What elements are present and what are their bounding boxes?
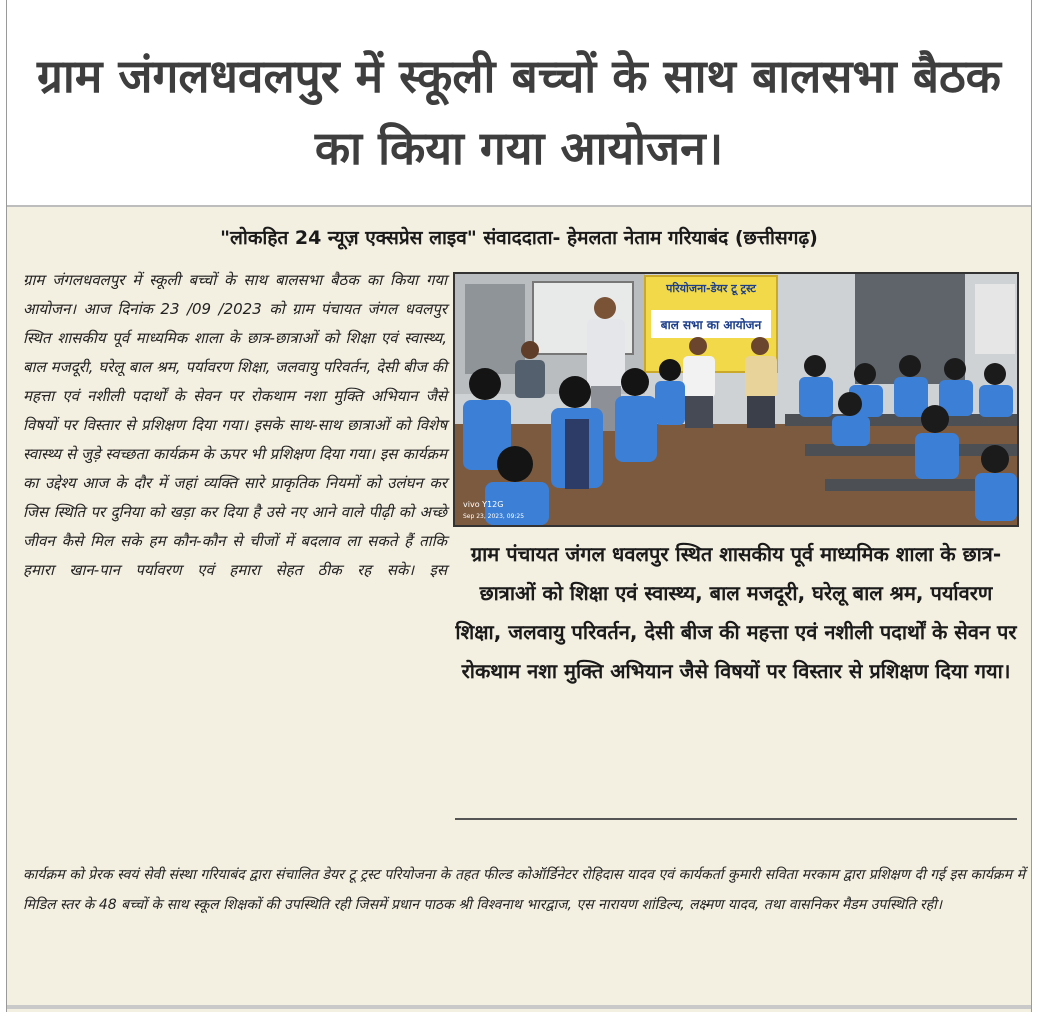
newspaper-page xyxy=(6,0,1032,1012)
banner-line1: परियोजना-डेयर टू ट्रस्ट xyxy=(666,282,756,295)
caption-divider xyxy=(455,818,1017,820)
page-bottom-rule xyxy=(7,1005,1031,1009)
byline: "लोकहित 24 न्यूज़ एक्सप्रेस लाइव" संवाददाता- हेमलता नेताम गरियाबंद (छत्तीसगढ़) xyxy=(220,227,818,249)
photo-caption: ग्राम पंचायत जंगल धवलपुर स्थित शासकीय पूर्व माध्यमिक शाला के छात्र-छात्राओं को शिक्षा एवं स्वास्थ्य, बाल मजदूरी, घरेलू बाल श्रम, पर्यावरण शिक्षा, जलवायु परिवर्तन, देसी बीज की महत्ता एवं नशीली पदार्थों के सेवन पर रोकथाम नशा मुक्ति अभियान जैसे विषयों पर विस्तार से प्रशिक्षण दिया गया। xyxy=(455,542,1017,683)
banner-line2: बाल सभा का आयोजन xyxy=(660,318,762,332)
event-photo xyxy=(453,272,1019,527)
article-body-column: ग्राम जंगलधवलपुर में स्कूली बच्चों के साथ बालसभा बैठक का किया गया आयोजन। आज दिनांक 23 /09 /2023 को ग्राम पंचायत जंगल धवलपुर स्थित शासकीय पूर्व माध्यमिक शाला के छात्र-छात्राओं को शिक्षा एवं स्वास्थ्य, बाल मजदूरी, घरेलू बाल श्रम, पर्यावरण शिक्षा, जलवायु परिवर्तन, देसी बीज की महत्ता एवं नशीली पदार्थों के सेवन पर रोकथाम नशा मुक्ति अभियान जैसे विषयों पर विस्तार से प्रशिक्षण दिया गया। इसके साथ-साथ छात्राओं को विशेष स्वास्थ्य से जुड़े स्वच्छता कार्यक्रम के ऊपर भी प्रशिक्षण दिया गया। इस कार्यक्रम का उद्देश्य आज के दौर में जहां व्यक्ति सारे प्राकृतिक नियमों को उलंघन कर जिस स्थिति पर दुनिया को खड़ा कर दिया है उसे नए आने वाले पीढ़ी को अच्छे जीवन कैसे मिल सके हम कौन-कौन से चीजों में बदलाव ला सकते हैं ताकि हमारा खान-पान पर्यावरण एवं हमारा सेहत ठीक रह सके। इस xyxy=(23,271,447,579)
article-body-continued: कार्यक्रम को प्रेरक स्वयं सेवी संस्था गरियाबंद द्वारा संचालित डेयर टू ट्रस्ट परियोजना के तहत फील्ड कोऑर्डिनेटर रोहिदास यादव एवं कार्यकर्ता कुमारी सविता मरकाम द्वारा प्रशिक्षण दी गई इस कार्यक्रम में मिडिल स्तर के 48 बच्चों के साथ स्कूल शिक्षकों की उपस्थिति रही जिसमें प्रधान पाठक श्री विश्वनाथ भारद्वाज, एस नारायण शांडिल्य, लक्ष्मण यादव, तथा वासनिकर मैडम उपस्थिति रही। xyxy=(23,867,1025,913)
photo-watermark: vivo Y12G xyxy=(463,500,504,509)
photo-watermark-date: Sep 23, 2023, 09:25 xyxy=(463,513,525,520)
headline-box xyxy=(7,0,1031,207)
classroom-photo-illustration xyxy=(455,274,1017,525)
headline: ग्राम जंगलधवलपुर में स्कूली बच्चों के साथ बालसभा बैठक का किया गया आयोजन। xyxy=(36,49,1002,175)
